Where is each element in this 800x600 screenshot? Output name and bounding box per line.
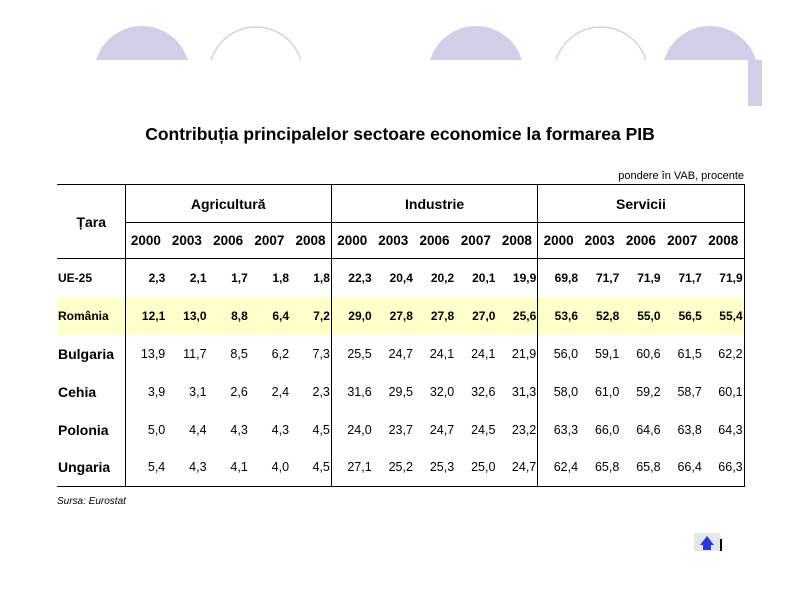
- value-cell: 32,6: [471, 384, 496, 399]
- country-cell: Ungaria: [57, 449, 125, 487]
- year-header: 2007: [662, 223, 703, 259]
- value-cell: 31,3: [496, 373, 537, 411]
- value-cell: 64,3: [703, 411, 744, 449]
- value-cell: 1,7: [231, 270, 248, 285]
- value-cell: 23,7: [388, 422, 413, 437]
- value-cell: 52,8: [579, 297, 620, 335]
- value-cell: 61,0: [594, 384, 620, 399]
- value-cell: 24,1: [429, 346, 455, 361]
- value-cell: 29,5: [388, 384, 413, 399]
- year-header: 2006: [208, 223, 249, 259]
- value-cell: 24,7: [496, 449, 537, 487]
- value-cell: 13,0: [166, 297, 207, 335]
- value-cell: 66,0: [594, 422, 620, 437]
- value-cell: 71,7: [595, 270, 620, 285]
- country-cell: UE-25: [57, 259, 125, 297]
- year-header: 2007: [249, 223, 290, 259]
- data-table: [57, 184, 745, 487]
- table-row: [57, 335, 744, 373]
- country-cell: România: [57, 297, 125, 335]
- value-cell: 62,2: [703, 335, 744, 373]
- value-cell: 59,1: [594, 346, 620, 361]
- value-cell: 2,6: [230, 384, 248, 399]
- value-cell: 55,0: [620, 297, 661, 335]
- year-header: 2006: [414, 223, 455, 259]
- value-cell: 6,2: [271, 346, 290, 361]
- value-cell: 61,5: [677, 346, 702, 361]
- value-cell: 25,0: [455, 449, 496, 487]
- value-cell: 20,1: [472, 270, 496, 285]
- group-header-row: [57, 185, 744, 223]
- value-cell: 23,2: [496, 411, 537, 449]
- value-cell: 71,9: [637, 270, 661, 285]
- value-cell: 12,1: [125, 297, 166, 335]
- value-cell: 8,8: [208, 297, 249, 335]
- value-cell: 4,3: [230, 422, 248, 437]
- home-nav-icon[interactable]: [694, 533, 722, 551]
- value-cell: 27,1: [331, 449, 372, 487]
- value-cell: 11,7: [183, 346, 207, 361]
- table-row: [57, 259, 744, 297]
- value-cell: 24,7: [388, 346, 413, 361]
- value-cell: 6,4: [249, 297, 290, 335]
- table-row: [57, 373, 744, 411]
- value-cell: 25,3: [414, 449, 455, 487]
- source-note: Sursa: Eurostat: [57, 496, 126, 507]
- value-cell: 60,6: [636, 346, 661, 361]
- value-cell: 4,0: [249, 449, 290, 487]
- year-header: 2006: [620, 223, 661, 259]
- value-cell: 25,2: [373, 449, 414, 487]
- value-cell: 27,8: [373, 297, 414, 335]
- decorative-circles: [0, 0, 800, 130]
- value-cell: 63,8: [677, 422, 702, 437]
- value-cell: 24,7: [429, 422, 455, 437]
- value-cell: 21,9: [496, 335, 537, 373]
- table-row: [57, 449, 744, 487]
- value-cell: 24,5: [471, 422, 496, 437]
- value-cell: 27,0: [455, 297, 496, 335]
- year-header: 2000: [125, 223, 166, 259]
- value-cell: 2,3: [290, 373, 331, 411]
- value-cell: 19,9: [496, 259, 537, 297]
- value-cell: 5,0: [147, 422, 166, 437]
- value-cell: 53,6: [538, 297, 579, 335]
- value-cell: 2,3: [148, 270, 166, 285]
- value-cell: 25,5: [347, 346, 372, 361]
- value-cell: 63,3: [553, 422, 579, 437]
- year-header: 2007: [455, 223, 496, 259]
- value-cell: 55,4: [703, 297, 744, 335]
- value-cell: 65,8: [620, 449, 661, 487]
- value-cell: 66,3: [703, 449, 744, 487]
- value-cell: 8,5: [230, 346, 248, 361]
- year-header-row: [57, 223, 744, 259]
- chart-title: Contribuția principalelor sectoare economice la formarea PIB: [145, 124, 655, 144]
- units-note: pondere în VAB, procente: [618, 170, 744, 182]
- value-cell: 58,7: [677, 384, 702, 399]
- value-cell: 1,8: [272, 270, 290, 285]
- value-cell: 69,8: [554, 270, 579, 285]
- value-cell: 4,5: [290, 449, 331, 487]
- group-header: Agricultură: [125, 185, 331, 223]
- value-cell: 20,2: [430, 270, 455, 285]
- value-cell: 64,6: [636, 422, 661, 437]
- value-cell: 3,1: [189, 384, 207, 399]
- value-cell: 2,1: [189, 270, 207, 285]
- value-cell: 4,5: [290, 411, 331, 449]
- value-cell: 4,3: [166, 449, 207, 487]
- year-header: 2008: [290, 223, 331, 259]
- value-cell: 71,9: [703, 259, 744, 297]
- value-cell: 60,1: [703, 373, 744, 411]
- value-cell: 31,6: [347, 384, 372, 399]
- value-cell: 32,0: [429, 384, 455, 399]
- country-cell: Cehia: [57, 373, 125, 411]
- value-cell: 25,6: [496, 297, 537, 335]
- value-cell: 27,8: [414, 297, 455, 335]
- country-cell: Polonia: [57, 411, 125, 449]
- year-header: 2003: [166, 223, 207, 259]
- value-cell: 71,7: [678, 270, 702, 285]
- value-cell: 7,2: [290, 297, 331, 335]
- value-cell: 24,0: [347, 422, 372, 437]
- country-cell: Bulgaria: [57, 335, 125, 373]
- year-header: 2003: [373, 223, 414, 259]
- year-header: 2000: [331, 223, 372, 259]
- year-header: 2008: [703, 223, 744, 259]
- value-cell: 4,3: [271, 422, 290, 437]
- value-cell: 62,4: [538, 449, 579, 487]
- value-cell: 56,0: [553, 346, 579, 361]
- value-cell: 13,9: [140, 346, 166, 361]
- value-cell: 2,4: [271, 384, 290, 399]
- value-cell: 24,1: [471, 346, 496, 361]
- value-cell: 3,9: [147, 384, 166, 399]
- row-header: Țara: [57, 185, 125, 259]
- group-header: Servicii: [538, 185, 744, 223]
- table-row: [57, 411, 744, 449]
- value-cell: 59,2: [636, 384, 661, 399]
- table-row: [57, 297, 744, 335]
- value-cell: 66,4: [662, 449, 703, 487]
- value-cell: 5,4: [125, 449, 166, 487]
- value-cell: 56,5: [662, 297, 703, 335]
- value-cell: 20,4: [389, 270, 413, 285]
- value-cell: 4,1: [208, 449, 249, 487]
- year-header: 2000: [538, 223, 579, 259]
- value-cell: 65,8: [579, 449, 620, 487]
- value-cell: 7,3: [290, 335, 331, 373]
- value-cell: 58,0: [553, 384, 579, 399]
- value-cell: 4,4: [189, 422, 207, 437]
- year-header: 2003: [579, 223, 620, 259]
- value-cell: 22,3: [348, 270, 372, 285]
- year-header: 2008: [496, 223, 537, 259]
- value-cell: 1,8: [290, 259, 331, 297]
- group-header: Industrie: [331, 185, 537, 223]
- value-cell: 29,0: [331, 297, 372, 335]
